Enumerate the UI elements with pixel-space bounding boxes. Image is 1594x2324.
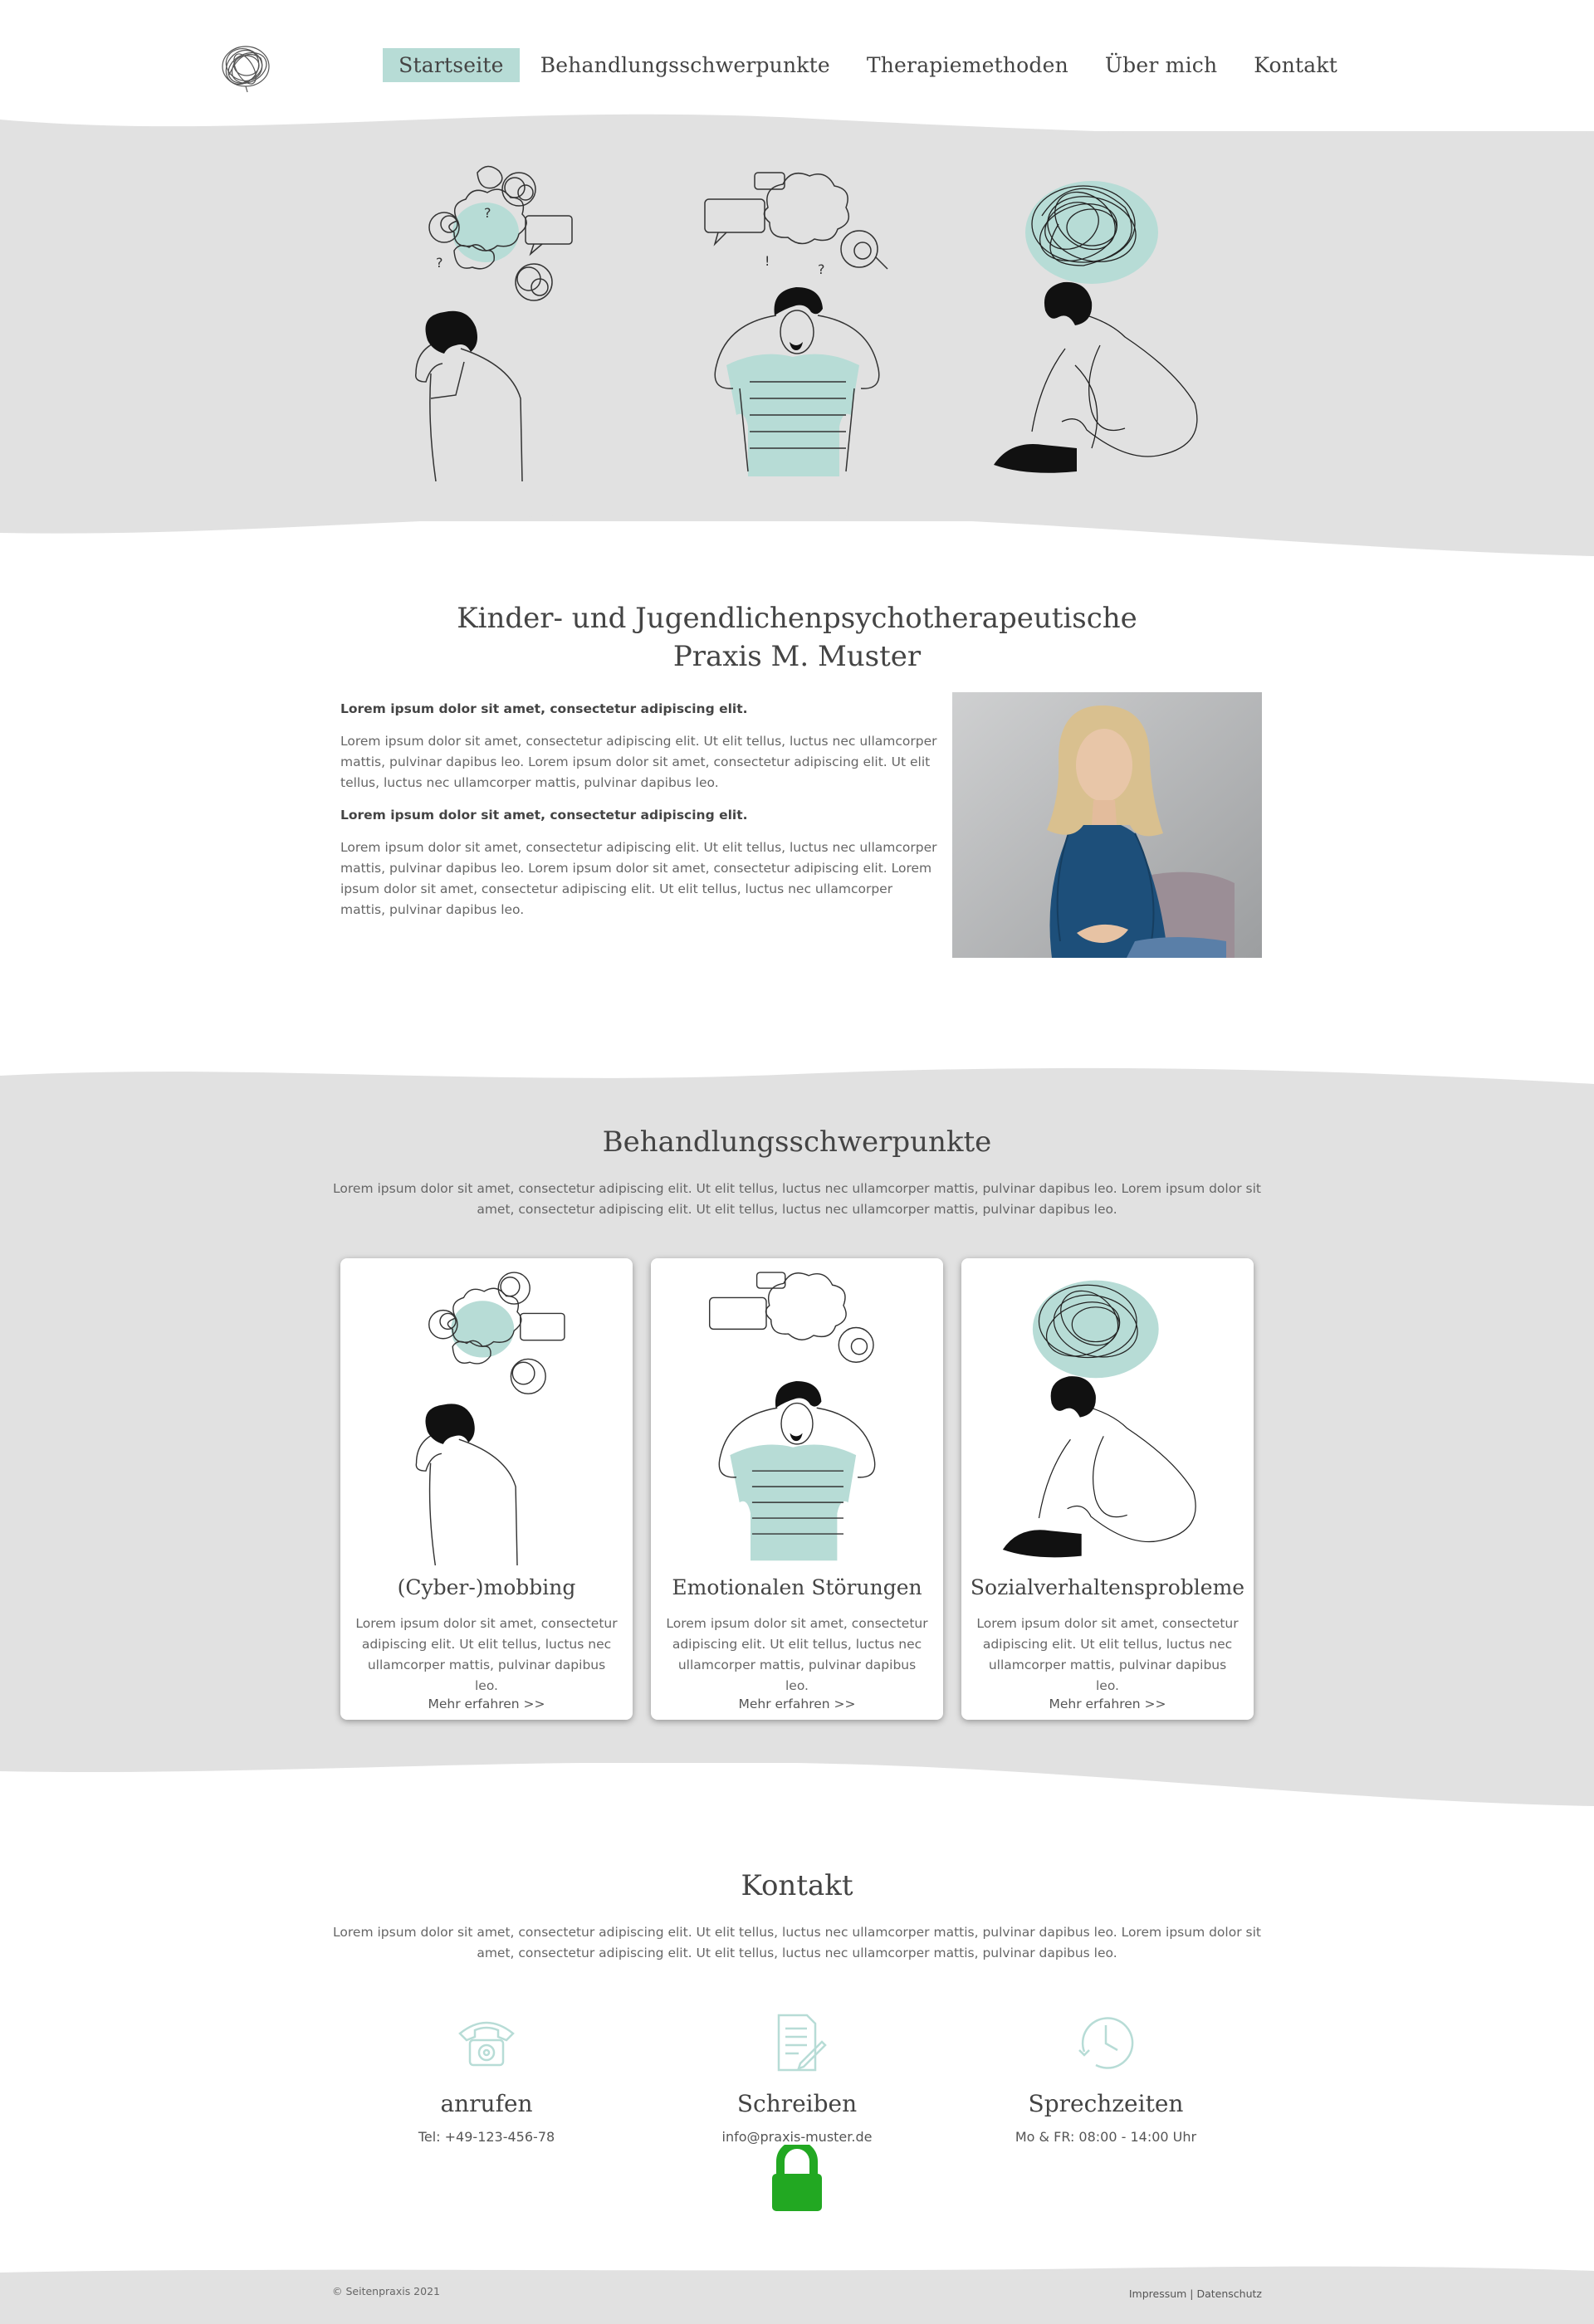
card-text: Lorem ipsum dolor sit amet, consectetur adipiscing elit. Ut elit tellus, luctus nec ullamcorper mattis, pulvinar dapibus leo. [976,1616,1239,1693]
site-header [0,0,1594,124]
svg-text:?: ? [818,261,825,277]
footer-links [1129,2287,1262,2300]
datenschutz-link[interactable]: Datenschutz [1196,2287,1262,2300]
svg-text:!: ! [765,253,770,269]
nav-item-kontakt[interactable]: Kontakt [1254,53,1337,77]
card-text: Lorem ipsum dolor sit amet, consectetur adipiscing elit. Ut elit tellus, luctus nec ullamcorper mattis, pulvinar dapibus leo. [355,1616,618,1693]
intro-title-line2: Praxis M. Muster [672,640,922,673]
intro-title [0,599,1594,676]
svg-text:?: ? [484,205,491,221]
contact-email[interactable]: info@praxis-muster.de [721,2129,873,2145]
hero-illustration-emotional [685,158,909,481]
contact-email-row [664,2129,930,2211]
intro-paragraph-1: Lorem ipsum dolor sit amet, consectetur adipiscing elit. Ut elit tellus, luctus nec ullamcorper mattis, pulvinar dapibus leo. Lorem ipsum dolor sit amet, consectetur adipiscing elit. Ut elit tellus, luctus nec ullamcorper mattis, pulvinar dapibus leo. [340,734,937,790]
contact-title: Kontakt [741,1869,853,1902]
letter-icon [764,2009,830,2075]
footer-copyright: © Seitenpraxis 2021 [332,2285,440,2297]
footer-wave [0,2263,1594,2276]
card-title: Sozialverhaltensprobleme [970,1575,1245,1599]
nav-item-therapiemethoden[interactable]: Therapiemethoden [866,53,1068,77]
clock-icon [1073,2009,1139,2075]
emotional-illustration [667,1258,927,1565]
card-text: Lorem ipsum dolor sit amet, consectetur adipiscing elit. Ut elit tellus, luctus nec ullamcorper mattis, pulvinar dapibus leo. [666,1616,928,1693]
focus-title: Behandlungsschwerpunkte [602,1125,992,1159]
contact-hours-value: Mo & FR: 08:00 - 14:00 Uhr [1015,2129,1197,2145]
contact-call[interactable] [354,2009,619,2145]
footer-link-separator: | [1186,2287,1197,2300]
mehr-erfahren-link[interactable]: Mehr erfahren >> [428,1697,545,1711]
hero-top-wave [0,108,1594,158]
scribble-logo-icon[interactable] [218,42,274,93]
focus-card-emotional[interactable] [651,1258,943,1720]
impressum-link[interactable]: Impressum [1128,2287,1187,2300]
intro-text [340,699,941,932]
therapist-portrait [952,692,1262,958]
focus-card-social[interactable] [961,1258,1254,1720]
intro-bold-2: Lorem ipsum dolor sit amet, consectetur adipiscing elit. [340,808,748,823]
mobbing-illustration [357,1258,616,1565]
hero-illustration-social [992,158,1216,481]
intro-bold-1: Lorem ipsum dolor sit amet, consectetur adipiscing elit. [340,701,748,716]
contact-hours [973,2009,1239,2145]
intro-title-line1: Kinder- und Jugendlichenpsychotherapeutische [457,602,1137,635]
contact-text: Lorem ipsum dolor sit amet, consectetur adipiscing elit. Ut elit tellus, luctus nec ullamcorper mattis, pulvinar dapibus leo. Lorem ipsum dolor sit amet, consectetur adipiscing elit. Ut elit tellus, luctus nec ullamcorper mattis, pulvinar dapibus leo. [333,1925,1261,1960]
contact-phone[interactable]: Tel: +49-123-456-78 [418,2129,555,2145]
mehr-erfahren-link[interactable]: Mehr erfahren >> [738,1697,856,1711]
intro-paragraph-2: Lorem ipsum dolor sit amet, consectetur adipiscing elit. Ut elit tellus, luctus nec ullamcorper mattis, pulvinar dapibus leo. Lorem ipsum dolor sit amet, consectetur adipiscing elit. Lorem ipsum dolor sit amet, consectetur adipiscing elit. Ut elit tellus, luctus nec ullamcorper mattis, pulvinar dapibus leo. [340,840,937,917]
nav-item-ueber-mich[interactable]: Über mich [1104,53,1218,77]
hero-illustration-mobbing [378,158,602,481]
lock-icon [764,2145,830,2211]
focus-bottom-wave [0,1751,1594,1809]
contact-write-label: Schreiben [736,2090,858,2117]
card-title: (Cyber-)mobbing [397,1575,576,1599]
phone-icon [453,2009,520,2075]
focus-top-wave [0,1062,1594,1096]
focus-card-mobbing[interactable] [340,1258,633,1720]
mehr-erfahren-link[interactable]: Mehr erfahren >> [1049,1697,1166,1711]
social-illustration [978,1258,1237,1565]
contact-write[interactable] [664,2009,930,2211]
main-navigation [383,48,1353,82]
card-title: Emotionalen Störungen [672,1575,922,1599]
svg-text:?: ? [436,255,443,271]
hero-bottom-wave [0,498,1594,564]
contact-call-label: anrufen [440,2090,533,2117]
nav-item-behandlungsschwerpunkte[interactable]: Behandlungsschwerpunkte [540,53,830,77]
site-footer [0,2273,1594,2324]
contact-hours-label: Sprechzeiten [1028,2090,1184,2117]
focus-text: Lorem ipsum dolor sit amet, consectetur adipiscing elit. Ut elit tellus, luctus nec ullamcorper mattis, pulvinar dapibus leo. Lorem ipsum dolor sit amet, consectetur adipiscing elit. Ut elit tellus, luctus nec ullamcorper mattis, pulvinar dapibus leo. [333,1181,1261,1217]
nav-item-startseite[interactable]: Startseite [383,48,520,82]
